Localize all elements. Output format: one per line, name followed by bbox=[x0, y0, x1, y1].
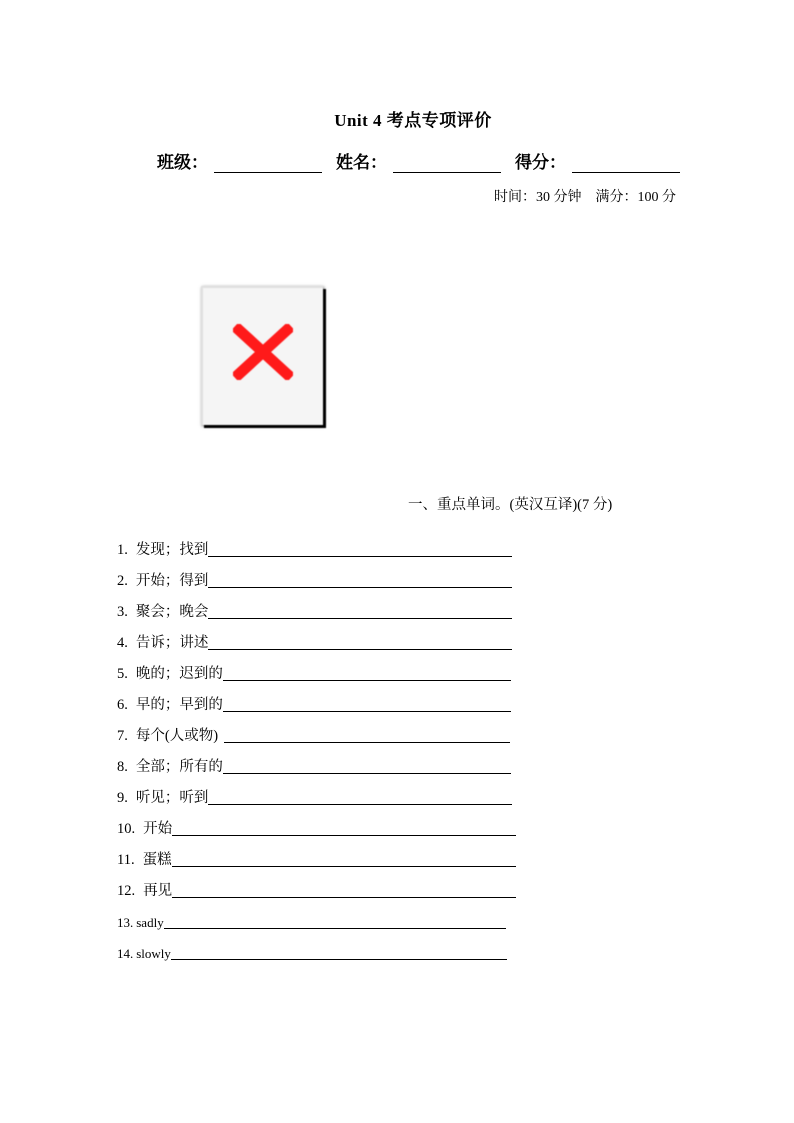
list-item: 6. 早的；早到的 bbox=[117, 683, 527, 714]
score-blank bbox=[572, 152, 680, 173]
name-label: 姓名： bbox=[336, 153, 387, 172]
list-item: 3. 聚会；晚会 bbox=[117, 590, 527, 621]
answer-blank[interactable] bbox=[223, 694, 511, 712]
class-blank bbox=[214, 152, 322, 173]
list-item: 5. 晚的；迟到的 bbox=[117, 652, 527, 683]
section-heading: 一、重点单词。(英汉互译)(7 分) bbox=[408, 497, 613, 513]
answer-blank[interactable] bbox=[208, 539, 512, 557]
list-item: 8. 全部；所有的 bbox=[117, 745, 527, 776]
answer-blank[interactable] bbox=[208, 601, 512, 619]
name-blank bbox=[393, 152, 501, 173]
time-and-score-info: 时间：30 分钟 满分：100 分 bbox=[494, 190, 676, 205]
broken-image-icon bbox=[201, 286, 323, 425]
page-title: Unit 4 考点专项评价 bbox=[334, 111, 492, 130]
answer-blank[interactable] bbox=[208, 787, 512, 805]
score-label: 得分： bbox=[515, 153, 566, 172]
answer-blank[interactable] bbox=[208, 570, 512, 588]
answer-blank[interactable] bbox=[208, 632, 512, 650]
list-item: 9. 听见；听到 bbox=[117, 776, 527, 807]
list-item: 14. slowly bbox=[117, 931, 527, 962]
red-x-icon bbox=[233, 324, 293, 380]
answer-blank[interactable] bbox=[164, 911, 506, 929]
answer-blank[interactable] bbox=[172, 849, 516, 867]
answer-blank[interactable] bbox=[223, 756, 511, 774]
list-item: 7. 每个(人或物) bbox=[117, 714, 527, 745]
list-item: 2. 开始；得到 bbox=[117, 559, 527, 590]
answer-blank[interactable] bbox=[223, 663, 511, 681]
answer-blank[interactable] bbox=[172, 818, 516, 836]
list-item: 11. 蛋糕 bbox=[117, 838, 527, 869]
list-item: 13. sadly bbox=[117, 900, 527, 931]
list-item: 4. 告诉；讲述 bbox=[117, 621, 527, 652]
student-info-row bbox=[157, 148, 680, 173]
class-label: 班级： bbox=[157, 153, 208, 172]
answer-blank[interactable] bbox=[171, 942, 507, 960]
list-item: 12. 再见 bbox=[117, 869, 527, 900]
list-item: 10. 开始 bbox=[117, 807, 527, 838]
answer-blank[interactable] bbox=[224, 725, 510, 743]
word-list bbox=[117, 528, 527, 962]
answer-blank[interactable] bbox=[172, 880, 516, 898]
list-item: 1. 发现；找到 bbox=[117, 528, 527, 559]
